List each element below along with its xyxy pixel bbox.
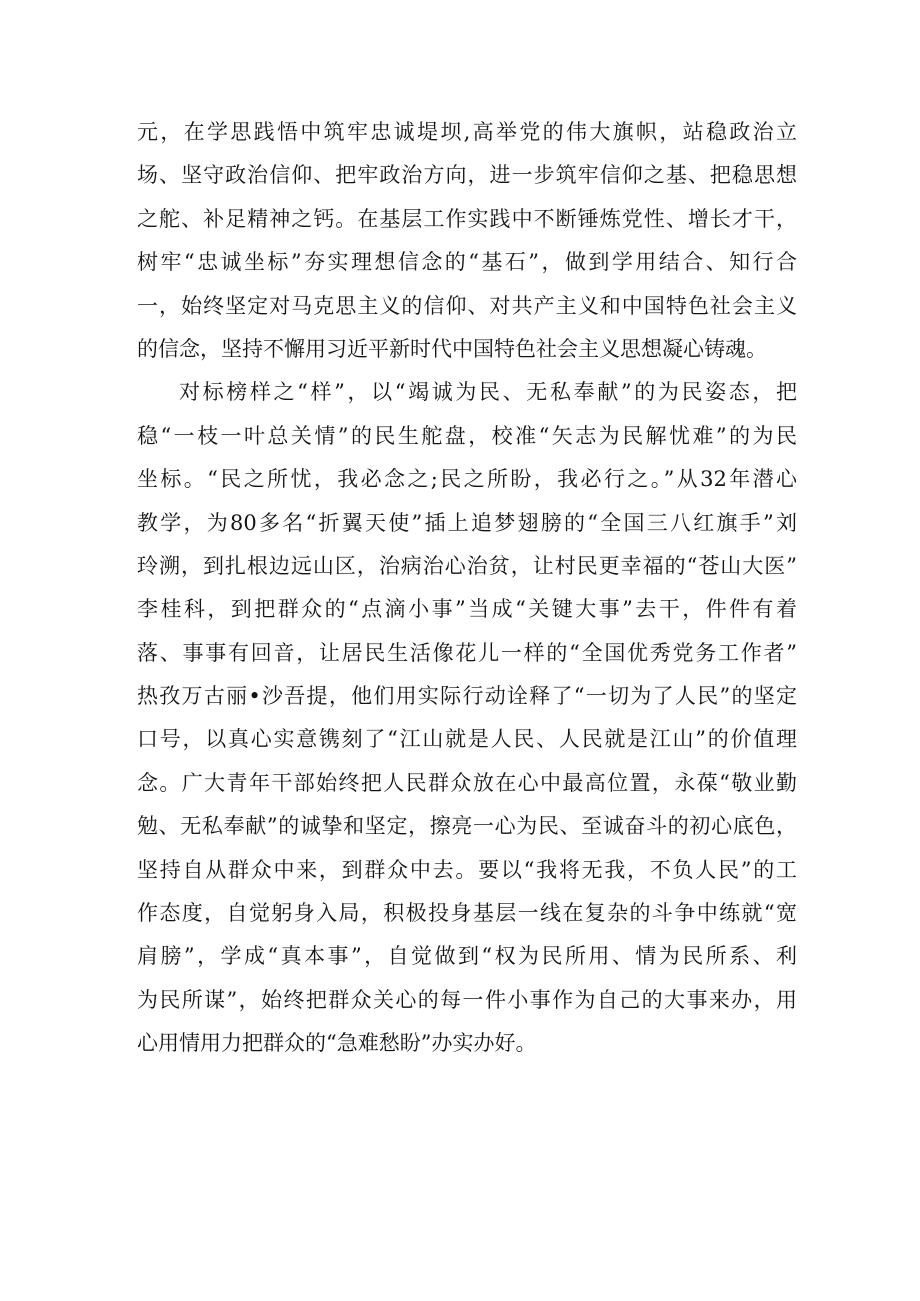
text-line: 之舵、补足精神之钙。在基层工作实践中不断锤炼党性、增长才干， xyxy=(137,206,797,231)
text-line: 稳“一枝一叶总关情”的民生舵盘，校准“矢志为民解忧难”的为民 xyxy=(137,423,797,448)
text-line: 一，始终坚定对马克思主义的信仰、对共产主义和中国特色社会主义 xyxy=(137,293,797,318)
text-line: 坚持自从群众中来，到群众中去。要以“我将无我，不负人民”的工 xyxy=(137,857,797,882)
text-line: 勉、无私奉献”的诚挚和坚定，擦亮一心为民、至诚奋斗的初心底色， xyxy=(137,814,797,839)
text-line: 热孜万古丽•沙吾提，他们用实际行动诠释了“一切为了人民”的坚定 xyxy=(137,684,797,709)
text-line: 心用情用力把群众的“急难愁盼”办实办好。 xyxy=(137,1031,537,1056)
text-line: 为民所谋”，始终把群众关心的每一件小事作为自己的大事来办，用 xyxy=(137,987,797,1012)
text-line: 李桂科，到把群众的“点滴小事”当成“关键大事”去干，件件有着 xyxy=(137,597,797,622)
body-text xyxy=(137,111,797,1066)
text-line: 教学，为80多名“折翼天使”插上追梦翅膀的“全国三八红旗手”刘 xyxy=(137,510,797,535)
text-line: 坐标。“民之所忧，我必念之;民之所盼，我必行之。”从32年潜心 xyxy=(137,467,797,492)
paragraph-start-line: 对标榜样之“样”，以“竭诚为民、无私奉献”的为民姿态，把 xyxy=(179,380,797,405)
text-line: 念。广大青年干部始终把人民群众放在心中最高位置，永葆“敬业勤 xyxy=(137,770,797,795)
text-line: 作态度，自觉躬身入局，积极投身基层一线在复杂的斗争中练就“宽 xyxy=(137,901,797,926)
text-line: 玲溯，到扎根边远山区，治病治心治贫，让村民更幸福的“苍山大医” xyxy=(137,553,797,578)
text-line: 元，在学思践悟中筑牢忠诚堤坝,高举党的伟大旗帜，站稳政治立 xyxy=(137,120,797,144)
text-line: 落、事事有回音，让居民生活像花儿一样的“全国优秀党务工作者” xyxy=(137,640,797,665)
text-line: 肩膀”，学成“真本事”，自觉做到“权为民所用、情为民所系、利 xyxy=(137,944,797,969)
text-line: 口号，以真心实意镌刻了“江山就是人民、人民就是江山”的价值理 xyxy=(137,727,797,752)
text-line: 的信念，坚持不懈用习近平新时代中国特色社会主义思想凝心铸魂。 xyxy=(137,336,767,361)
text-line: 场、坚守政治信仰、把牢政治方向，进一步筑牢信仰之基、把稳思想 xyxy=(137,163,797,188)
text-line: 树牢“忠诚坐标”夯实理想信念的“基石”，做到学用结合、知行合 xyxy=(137,250,797,275)
